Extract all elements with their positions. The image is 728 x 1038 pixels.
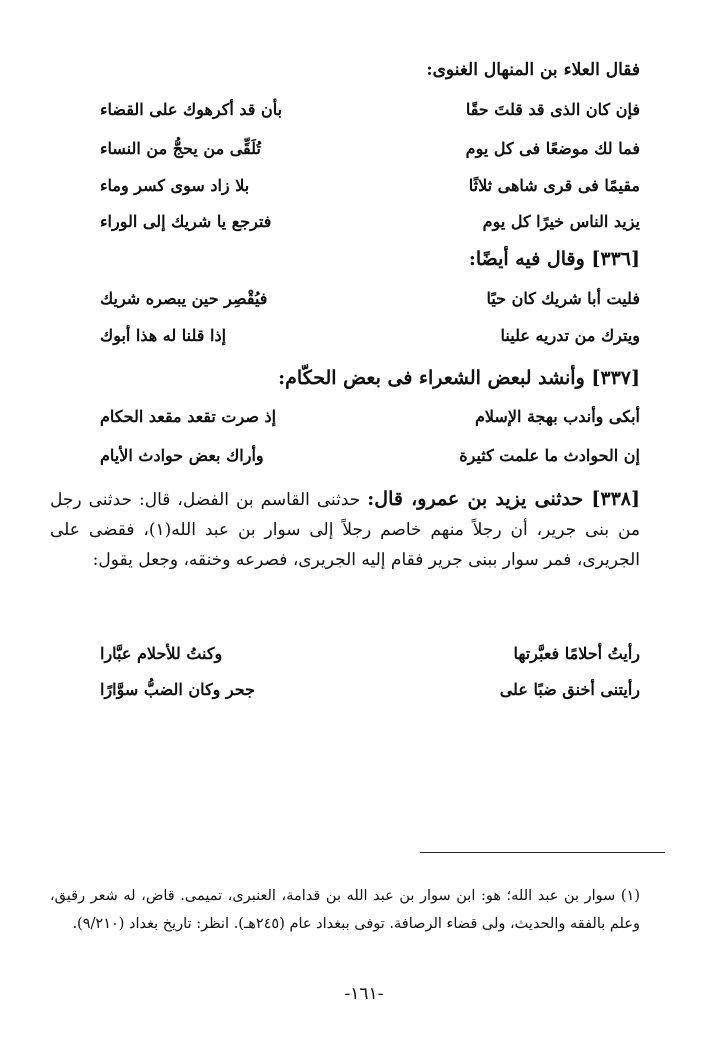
verse-right: يزيد الناس خيرًا كل يوم xyxy=(482,212,640,231)
paragraph-338-head: [٣٣٨] حدثنى يزيد بن عمرو، قال: xyxy=(367,488,641,510)
verse-left: بأن قد أكرهوك على القضاء xyxy=(100,100,283,119)
verse-left: إذا قلنا له هذا أبوك xyxy=(100,326,227,345)
verse-right: مقيمًا فى قرى شاهى ثلاثًا xyxy=(468,176,640,195)
intro-line: فقال العلاء بن المنهال الغنوى: xyxy=(426,60,640,80)
verse-right: رأيتنى أخنق ضبًا على xyxy=(499,680,640,699)
verse-right: أبكى وأندب بهجة الإسلام xyxy=(474,407,640,426)
verse-right: إن الحوادث ما علمت كثيرة xyxy=(459,446,640,465)
verse-left: جحر وكان الضبُّ سوَّارًا xyxy=(100,680,255,699)
page-number: -١٦١- xyxy=(344,984,384,1004)
verse-right: رأيتُ أحلامًا فعبَّرتها xyxy=(513,644,640,663)
verse-left: إذ صرت تقعد مقعد الحكام xyxy=(100,407,277,426)
verse-left: وكنتُ للأحلام عبَّارا xyxy=(100,644,223,663)
verse-left: فيُقْصِر حين يبصره شريك xyxy=(100,289,268,308)
verse-right: فليت أبا شريك كان حيًا xyxy=(486,289,640,308)
footnotes xyxy=(50,882,640,938)
footnote-divider xyxy=(420,852,665,853)
paragraph-338-body: حدثنى القاسم بن الفضل، قال: حدثنى رجل من بنى جرير، أن رجلاً منهم خاصم رجلاً إلى سوار بن عبد الله(١)، فقضى على الجريرى، فمر سوار ببنى جرير فقام إليه الجريرى، فصرعه وخنقه، وجعل يقول: xyxy=(50,490,640,570)
footnote-1: (١) سوار بن عبد الله؛ هو: ابن سوار بن عبد الله بن قدامة، العنبرى، تميمى. قاض، له شعر رقيق، وعلم بالفقه والحديث، ولى قضاء الرصافة. توفى ببغداد عام (٢٤٥هـ). انظر: تاريخ بغداد (٩/٢١٠). xyxy=(50,888,640,932)
paragraph-338 xyxy=(50,484,640,575)
verse-left: بلا زاد سوى كسر وماء xyxy=(100,176,250,195)
heading-336: [٣٣٦] وقال فيه أيضًا: xyxy=(468,248,640,270)
verse-right: فما لك موضعًا فى كل يوم xyxy=(465,139,640,158)
verse-left: فترجع يا شريك إلى الوراء xyxy=(100,212,272,231)
verse-right: ويترك من تدريه علينا xyxy=(500,326,640,345)
verse-left: تُلَقِّى من يحجُّ من النساء xyxy=(100,139,261,158)
heading-337: [٣٣٧] وأنشد لبعض الشعراء فى بعض الحكّام: xyxy=(278,367,640,389)
verse-right: فإن كان الذى قد قلتَ حقًا xyxy=(465,100,640,119)
verse-left: وأراك بعض حوادث الأيام xyxy=(100,446,264,465)
